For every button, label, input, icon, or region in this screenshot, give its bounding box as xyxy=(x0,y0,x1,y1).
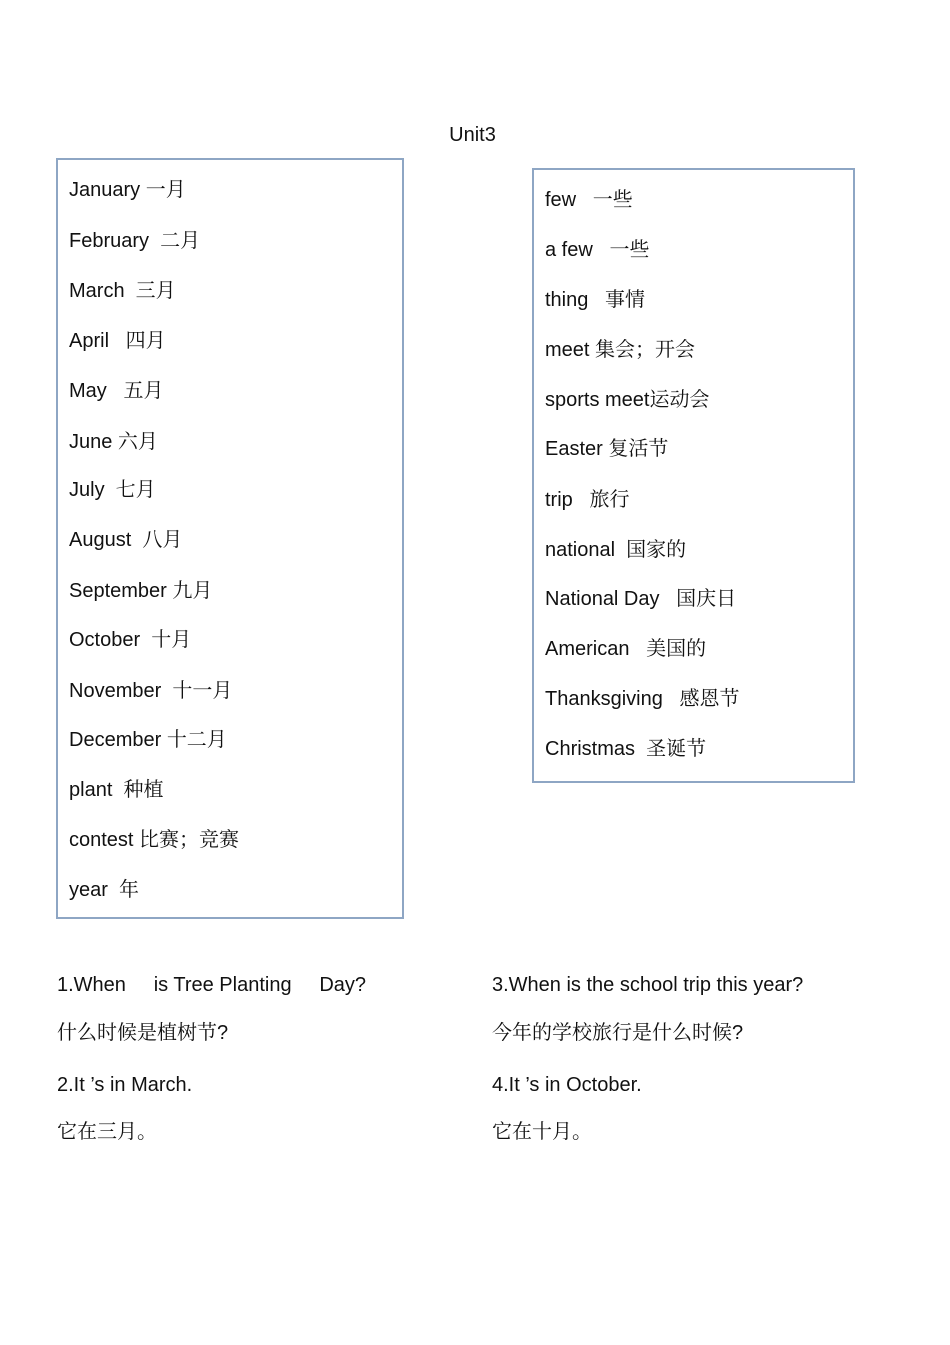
vocab-item: February 二月 xyxy=(69,230,201,252)
vocab-item: May 五月 xyxy=(69,380,164,402)
vocab-item: few 一些 xyxy=(545,189,633,211)
vocab-item: October 十月 xyxy=(69,629,192,651)
question-1: 1.When is Tree Planting Day? xyxy=(57,974,367,996)
vocab-item: June 六月 xyxy=(69,431,158,453)
vocab-item: plant 种植 xyxy=(69,779,164,801)
vocab-item: National Day 国庆日 xyxy=(545,588,737,610)
question-3-translation: 今年的学校旅行是什么时候? xyxy=(492,1022,744,1044)
vocab-item: Easter 复活节 xyxy=(545,438,669,460)
vocab-item: August 八月 xyxy=(69,529,183,551)
vocab-item: contest 比赛；竞赛 xyxy=(69,829,240,851)
vocab-item: April 四月 xyxy=(69,330,166,352)
page-title: Unit3 xyxy=(449,124,496,146)
vocab-item: meet 集会；开会 xyxy=(545,339,696,361)
vocab-item: a few 一些 xyxy=(545,239,650,261)
vocab-item: July 七月 xyxy=(69,479,156,501)
vocab-item: thing 事情 xyxy=(545,289,646,311)
answer-2-translation: 它在三月。 xyxy=(57,1121,157,1143)
question-1-translation: 什么时候是植树节? xyxy=(57,1022,229,1044)
vocab-item: trip 旅行 xyxy=(545,489,630,511)
vocab-box-left xyxy=(56,158,404,919)
vocab-item: September 九月 xyxy=(69,580,213,602)
vocab-item: American 美国的 xyxy=(545,638,707,660)
vocab-item: January 一月 xyxy=(69,179,186,201)
answer-2: 2.It ’s in March. xyxy=(57,1074,193,1096)
question-3: 3.When is the school trip this year? xyxy=(492,974,804,996)
vocab-item: March 三月 xyxy=(69,280,176,302)
vocab-item: national 国家的 xyxy=(545,539,687,561)
vocab-box-right xyxy=(532,168,855,783)
vocab-item: year 年 xyxy=(69,879,140,901)
vocab-item: December 十二月 xyxy=(69,729,227,751)
vocab-item: Thanksgiving 感恩节 xyxy=(545,688,740,710)
answer-4-translation: 它在十月。 xyxy=(492,1121,592,1143)
vocab-item: November 十一月 xyxy=(69,680,233,702)
vocab-item: Christmas 圣诞节 xyxy=(545,738,707,760)
answer-4: 4.It ’s in October. xyxy=(492,1074,642,1096)
vocab-item: sports meet运动会 xyxy=(545,389,710,411)
